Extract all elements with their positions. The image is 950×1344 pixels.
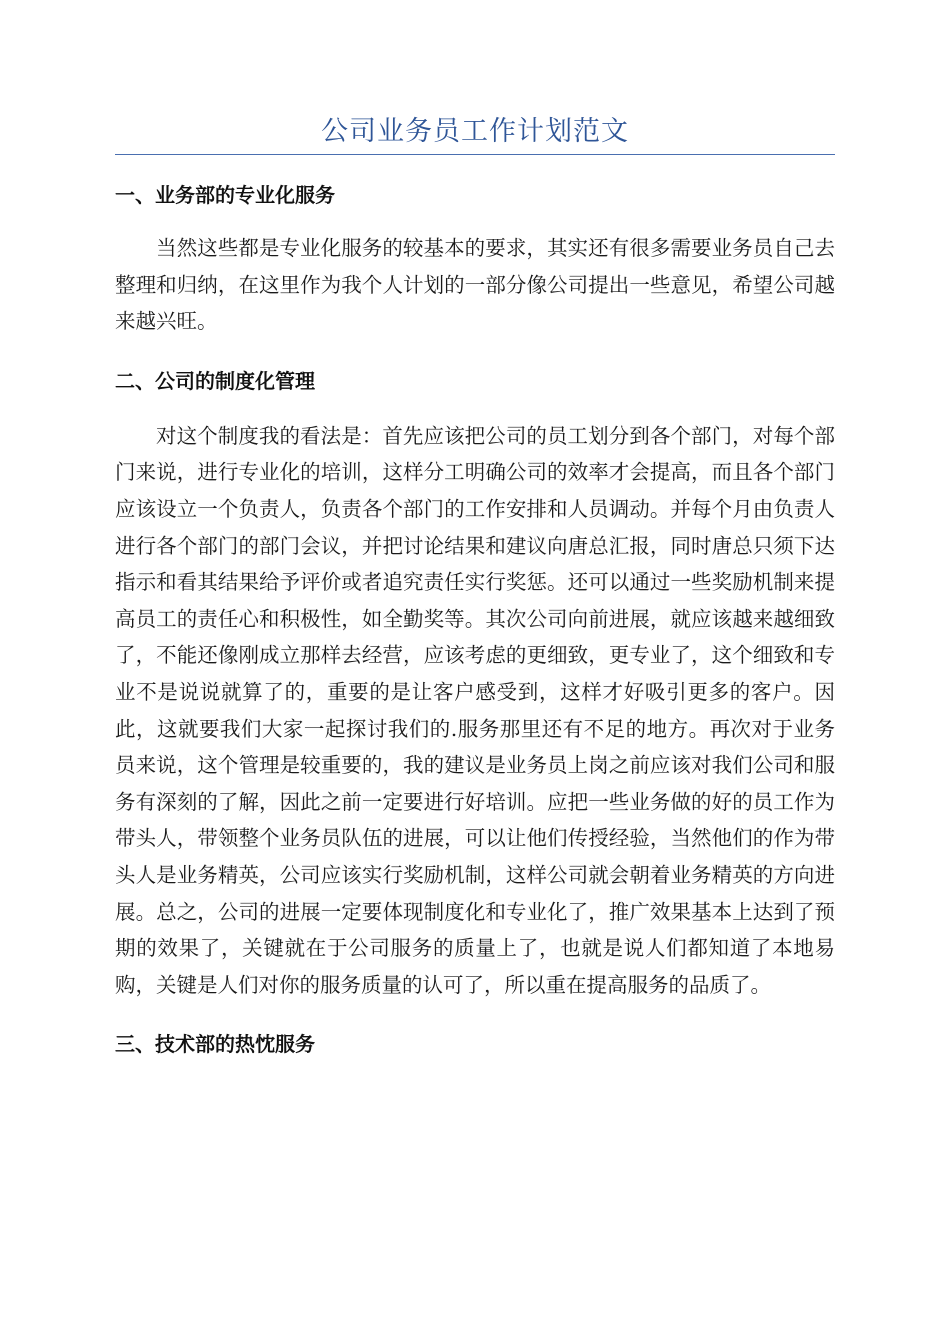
section-heading-2: 二、公司的制度化管理 bbox=[115, 368, 315, 393]
section-heading-1: 一、业务部的专业化服务 bbox=[115, 183, 335, 207]
section-heading-3: 三、技术部的热忱服务 bbox=[115, 1032, 315, 1057]
section-paragraph-2: 对这个制度我的看法是：首先应该把公司的员工划分到各个部门，对每个部门来说，进行专业化的培训，这样分工明确公司的效率才会提高，而且各个部门应该设立一个负责人，负责各个部门的工作安排和人员调动。并每个月由负责人进行各个部门的部门会议，并把讨论结果和建议向唐总汇报，同时唐总只须下达指示和看其结果给予评价或者追究责任实行奖惩。还可以通过一些奖励机制来提高员工的责任心和积极性，如全勤奖等。其次公司向前进展，就应该越来越细致了，不能还像刚成立那样去经营，应该考虑的更细致，更专业了，这个细致和专业不是说说就算了的，重要的是让客户感受到，这样才好吸引更多的客户。因此，这就要我们大家一起探讨我们的.服务那里还有不足的地方。再次对于业务员来说，这个管理是较重要的，我的建议是业务员上岗之前应该对我们公司和服务有深刻的了解，因此之前一定要进行好培训。应把一些业务做的好的员工作为带头人，带领整个业务员队伍的进展，可以让他们传授经验，当然他们的作为带头人是业务精英，公司应该实行奖励机制，这样公司就会朝着业务精英的方向进展。总之，公司的进展一定要体现制度化和专业化了，推广效果基本上达到了预期的效果了，关键就在于公司服务的质量上了，也就是说人们都知道了本地易购，关键是人们对你的服务质量的认可了，所以重在提高服务的品质了。 bbox=[115, 423, 835, 997]
section-paragraph-1: 当然这些都是专业化服务的较基本的要求，其实还有很多需要业务员自己去整理和归纳，在这里作为我个人计划的一部分像公司提出一些意见，希望公司越来越兴旺。 bbox=[115, 236, 835, 334]
document-body bbox=[115, 176, 835, 1063]
document-title: 公司业务员工作计划范文 bbox=[321, 116, 629, 147]
title-underline bbox=[115, 154, 835, 155]
